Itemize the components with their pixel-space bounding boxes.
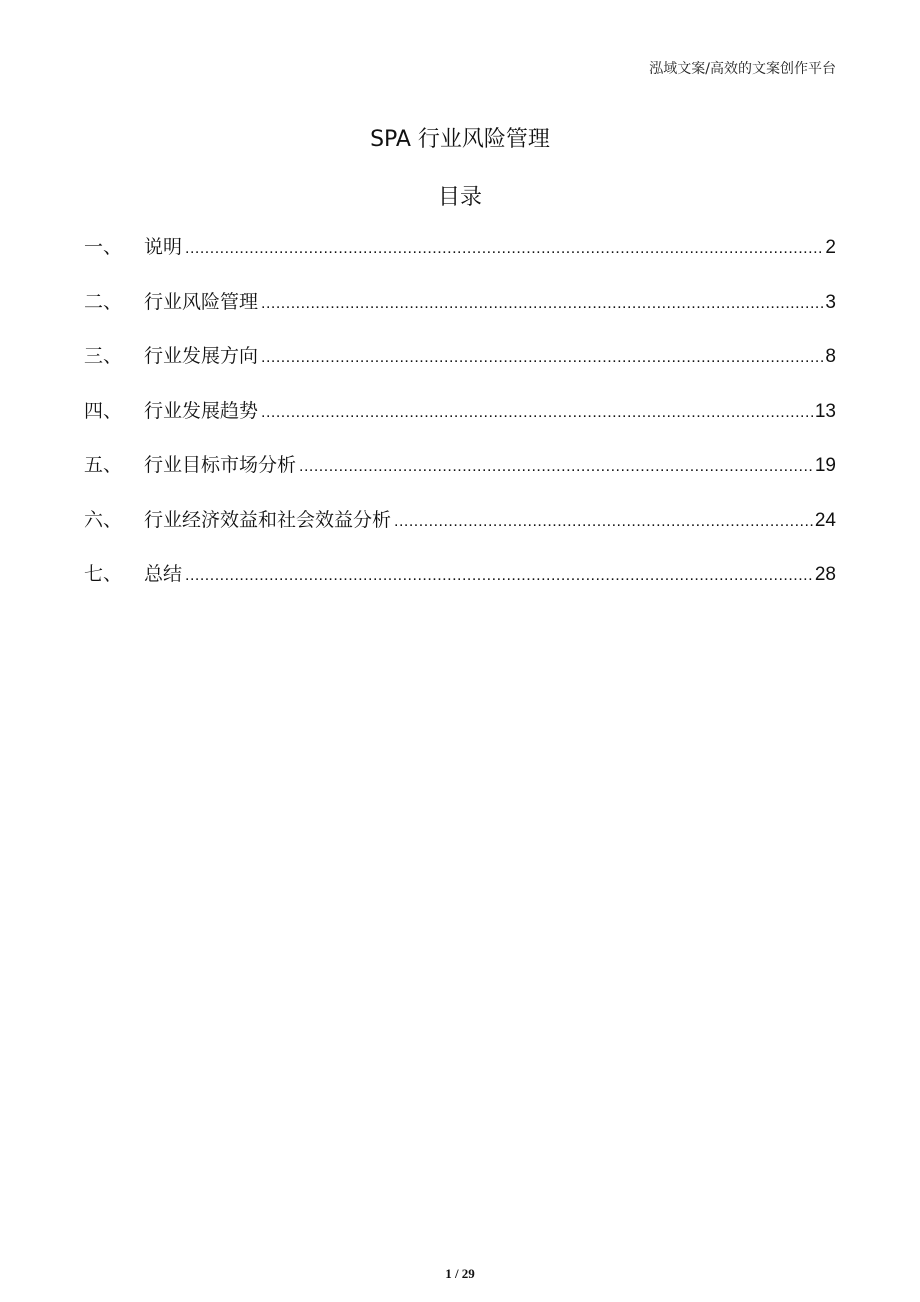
toc-dot-leader	[261, 349, 823, 367]
toc-entry-4[interactable]	[84, 396, 836, 451]
toc-entry-page[interactable]: 13	[814, 400, 836, 422]
toc-entry-1[interactable]	[84, 232, 836, 287]
toc-entry-number: 七、	[84, 563, 123, 585]
toc-dot-leader	[299, 458, 813, 476]
toc-entry-number: 六、	[84, 508, 123, 531]
toc-entry-2[interactable]	[84, 287, 836, 342]
toc-entry-page[interactable]: 8	[825, 346, 836, 367]
toc-entry-label[interactable]: 行业目标市场分析	[144, 454, 297, 476]
document-title: SPA 行业风险管理	[370, 127, 550, 152]
toc-entry-label[interactable]: 行业经济效益和社会效益分析	[144, 508, 392, 531]
toc-entry-3[interactable]	[84, 341, 836, 396]
toc-entry-label[interactable]: 行业发展方向	[144, 345, 259, 367]
toc-entry-number: 一、	[84, 236, 123, 258]
page-header: 泓域文案/高效的文案创作平台	[649, 61, 836, 77]
toc-entry-label[interactable]: 行业发展趋势	[144, 399, 259, 422]
toc-dot-leader	[261, 404, 813, 422]
toc-entry-label[interactable]: 说明	[144, 236, 183, 258]
table-of-contents	[84, 232, 836, 614]
toc-entry-7[interactable]	[84, 559, 836, 614]
toc-dot-leader	[185, 567, 813, 585]
toc-entry-number: 四、	[84, 399, 123, 422]
toc-entry-label[interactable]: 行业风险管理	[144, 290, 259, 313]
toc-entry-page[interactable]: 28	[814, 564, 836, 585]
toc-entry-page[interactable]: 24	[814, 509, 836, 531]
toc-heading: 目录	[437, 185, 482, 210]
toc-dot-leader	[185, 240, 823, 258]
toc-entry-page[interactable]: 3	[825, 291, 836, 313]
toc-entry-number: 三、	[84, 345, 123, 367]
toc-entry-page[interactable]: 19	[814, 455, 836, 476]
toc-entry-page[interactable]: 2	[825, 237, 836, 258]
toc-entry-label[interactable]: 总结	[144, 563, 183, 585]
toc-entry-5[interactable]	[84, 450, 836, 505]
toc-entry-number: 五、	[84, 454, 123, 476]
toc-entry-number: 二、	[84, 290, 123, 313]
toc-entry-6[interactable]	[84, 505, 836, 560]
page-number-footer: 1 / 29	[445, 1266, 475, 1281]
toc-dot-leader	[261, 295, 823, 313]
toc-dot-leader	[394, 513, 813, 531]
